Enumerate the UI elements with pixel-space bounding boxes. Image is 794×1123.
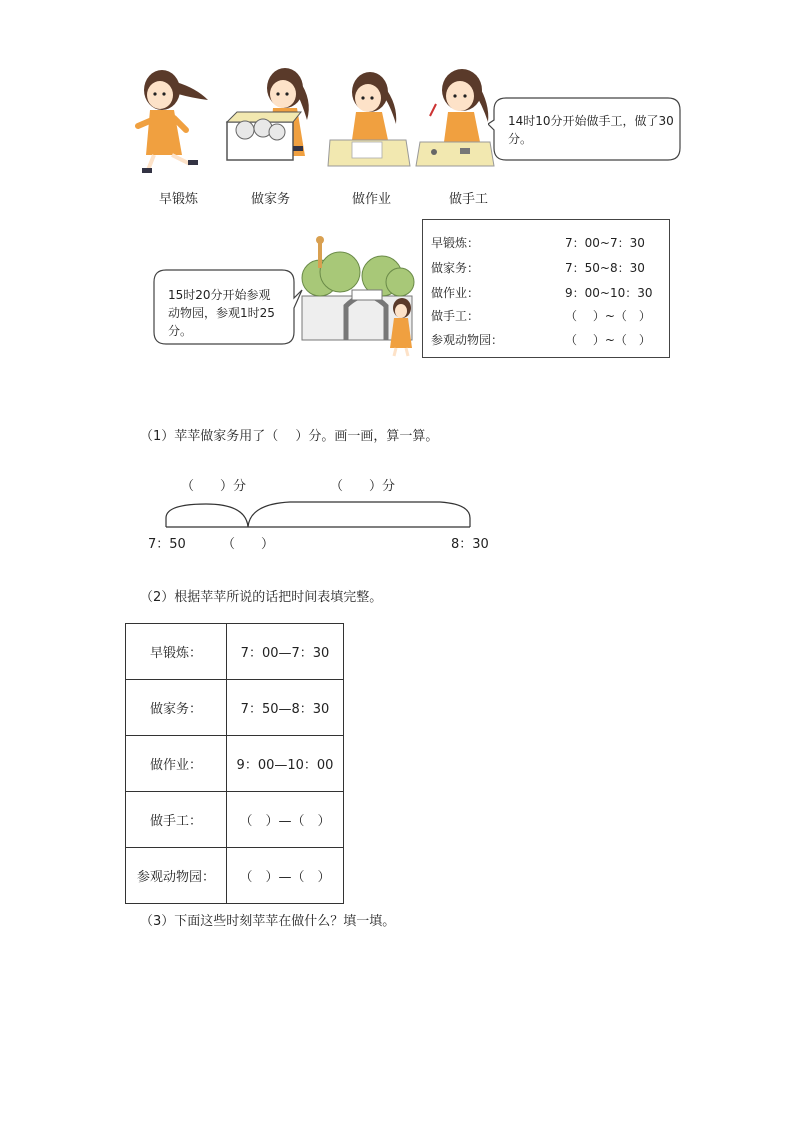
table-label: 参观动物园：	[126, 848, 227, 904]
table-time: 7：00—7：30	[227, 624, 344, 680]
schedule-table	[125, 623, 344, 904]
schedule-label: 做家务：	[431, 261, 480, 275]
schedule-time: （ ）~（ ）	[565, 333, 651, 347]
table-row	[126, 848, 344, 904]
schedule-time: 9：00~10：30	[565, 286, 653, 300]
timeline-mid-blank: （ ）	[222, 537, 275, 552]
schedule-label: 早锻炼：	[431, 236, 480, 250]
schedule-time: 7：50~8：30	[565, 261, 645, 275]
speech-bubble-bottom-text: 15时20分开始参观动物园，参观1时25分。	[168, 288, 275, 338]
schedule-time: （ ）~（ ）	[565, 309, 651, 323]
table-label: 早锻炼：	[126, 624, 227, 680]
table-label: 做家务：	[126, 680, 227, 736]
girl-homework-illustration	[328, 72, 410, 166]
caption-homework: 做作业	[352, 192, 392, 207]
caption-morning-exercise: 早锻炼	[159, 192, 199, 207]
question-2-text: （2）根据苹苹所说的话把时间表填完整。	[140, 590, 383, 605]
table-label: 做作业：	[126, 736, 227, 792]
segment-2-label: （ ）分	[330, 479, 396, 494]
table-time: 9：00—10：00	[227, 736, 344, 792]
caption-handcraft: 做手工	[449, 192, 489, 207]
zoo-illustration	[296, 236, 422, 360]
schedule-box	[422, 219, 670, 358]
table-time-blank[interactable]: （ ）—（ ）	[227, 792, 344, 848]
speech-bubble-top-text: 14时10分开始做手工，做了30分。	[508, 114, 674, 146]
schedule-label: 参观动物园：	[431, 333, 504, 347]
girl-housework-illustration	[227, 68, 309, 160]
timeline-end-time: 8：30	[451, 537, 489, 552]
question-3-text: （3）下面这些时刻苹苹在做什么？填一填。	[140, 914, 396, 929]
timeline-diagram	[160, 494, 480, 534]
table-row	[126, 792, 344, 848]
table-time-blank[interactable]: （ ）—（ ）	[227, 848, 344, 904]
schedule-label: 做手工：	[431, 309, 480, 323]
table-label: 做手工：	[126, 792, 227, 848]
schedule-time: 7：00~7：30	[565, 236, 645, 250]
schedule-label: 做作业：	[431, 286, 480, 300]
girl-handcraft-illustration	[416, 69, 494, 166]
table-row	[126, 624, 344, 680]
table-row	[126, 680, 344, 736]
segment-1-label: （ ）分	[181, 479, 247, 494]
question-1-text: （1）苹苹做家务用了（ ）分。画一画，算一算。	[140, 429, 439, 444]
table-row	[126, 736, 344, 792]
caption-housework: 做家务	[251, 192, 291, 207]
timeline-start-time: 7：50	[148, 537, 186, 552]
table-time: 7：50—8：30	[227, 680, 344, 736]
girl-running-illustration	[138, 70, 208, 173]
